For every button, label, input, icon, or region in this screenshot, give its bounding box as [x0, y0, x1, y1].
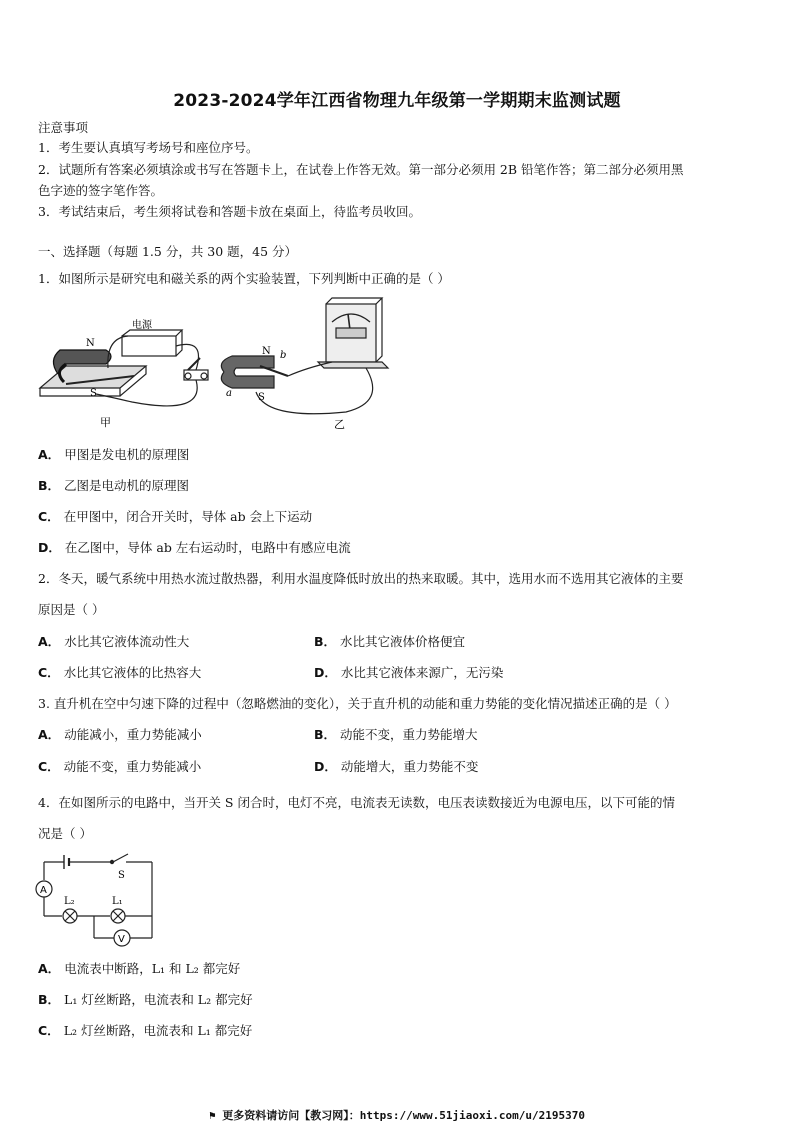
q4-stem-line1: 4．在如图所示的电路中，当开关 S 闭合时，电灯不亮，电流表无读数，电压表读数接近为电源电压，以下可能的情 — [38, 795, 675, 810]
q4-option-c[interactable] — [38, 1023, 252, 1039]
option-text: 水比其它液体价格便宜 — [340, 634, 466, 649]
q3-option-d[interactable] — [314, 759, 478, 775]
option-text: 在甲图中，闭合开关时，导体 ab 会上下运动 — [63, 509, 313, 524]
q3-stem: 3. 直升机在空中匀速下降的过程中（忽略燃油的变化），关于直升机的动能和重力势能的变化情况描述正确的是（ ） — [38, 696, 677, 711]
option-key: D． — [314, 759, 337, 774]
fig-yi-N: N — [262, 346, 271, 357]
q1-stem: 1．如图所示是研究电和磁关系的两个实验装置，下列判断中正确的是（ ） — [38, 271, 450, 286]
option-key: C． — [38, 1023, 60, 1038]
option-text: 水比其它液体来源广，无污染 — [340, 665, 504, 680]
q1-option-a[interactable] — [38, 447, 189, 463]
option-text: 动能不变，重力势能减小 — [63, 759, 202, 774]
q2-option-a[interactable] — [38, 634, 189, 650]
q4-circuit-diagram — [34, 850, 158, 946]
q2-option-d[interactable] — [314, 665, 503, 681]
option-text: 在乙图中，导体 ab 左右运动时，电路中有感应电流 — [64, 540, 351, 555]
option-text: 乙图是电动机的原理图 — [64, 478, 190, 493]
fig-yi-b: b — [280, 350, 287, 361]
flag-icon: ⚑ — [209, 1109, 223, 1122]
footer-text: 更多资料请访问【教习网】：https://www.51jiaoxi.com/u/2195370 — [222, 1109, 585, 1122]
q2-option-c[interactable] — [38, 665, 201, 681]
notice-item-2: 2．试题所有答案必须填涂或书写在答题卡上，在试卷上作答无效。第一部分必须用 2B 铅笔作答；第二部分必须用黑 — [38, 162, 684, 177]
option-key: B． — [314, 727, 337, 742]
page-title: 2023-2024学年江西省物理九年级第一学期期末监测试题 — [173, 91, 621, 111]
q1-option-d[interactable] — [38, 540, 351, 556]
notice-item-3: 3．考试结束后，考生须将试卷和答题卡放在桌面上，待监考员收回。 — [38, 204, 421, 219]
fig-yi-label: 乙 — [334, 418, 345, 431]
fig-yi-S: S — [258, 392, 265, 403]
switch-label: S — [118, 870, 125, 881]
option-text: L₁ 灯丝断路，电流表和 L₂ 都完好 — [64, 992, 253, 1007]
fig-jia-S: S — [90, 388, 97, 399]
option-key: C． — [38, 759, 60, 774]
option-key: A． — [38, 447, 61, 462]
q2-stem-line1: 2．冬天，暖气系统中用热水流过散热器，利用水温度降低时放出的热来取暖。其中，选用水而不选用其它液体的主要 — [38, 571, 684, 586]
q4-option-a[interactable] — [38, 961, 240, 977]
option-key: C． — [38, 665, 60, 680]
fig-jia-N: N — [86, 338, 95, 349]
q1-figure — [36, 298, 396, 438]
q3-option-c[interactable] — [38, 759, 201, 775]
notice-item-1: 1．考生要认真填写考场号和座位序号。 — [38, 140, 259, 155]
option-key: B． — [38, 992, 61, 1007]
q4-option-b[interactable] — [38, 992, 253, 1008]
option-key: C． — [38, 509, 60, 524]
notice-item-2-cont: 色字迹的签字笔作答。 — [38, 183, 164, 198]
option-key: D． — [38, 540, 61, 555]
option-text: 电流表中断路，L₁ 和 L₂ 都完好 — [64, 961, 241, 976]
ammeter-label: A — [40, 885, 47, 896]
option-key: A． — [38, 634, 61, 649]
q2-option-b[interactable] — [314, 634, 465, 650]
q2-stem-line2: 原因是（ ） — [38, 602, 105, 617]
fig-jia-label: 甲 — [100, 416, 111, 429]
voltmeter-label: V — [118, 934, 125, 945]
option-text: 水比其它液体流动性大 — [64, 634, 190, 649]
lamp-l2-label: L₂ — [64, 896, 75, 907]
option-text: 动能不变，重力势能增大 — [340, 727, 478, 742]
fig-jia-power-label: 电源 — [132, 320, 152, 331]
section-heading: 一、选择题（每题 1.5 分，共 30 题，45 分） — [38, 244, 298, 259]
fig-yi-a: a — [226, 388, 232, 399]
q4-stem-line2: 况是（ ） — [38, 826, 92, 841]
q1-option-b[interactable] — [38, 478, 189, 494]
q3-option-b[interactable] — [314, 727, 478, 743]
lamp-l1-label: L₁ — [112, 896, 123, 907]
footer-link[interactable] — [0, 1107, 794, 1123]
notice-heading: 注意事项 — [38, 120, 89, 135]
option-text: 水比其它液体的比热容大 — [63, 665, 202, 680]
q3-option-a[interactable] — [38, 727, 202, 743]
option-key: B． — [314, 634, 337, 649]
option-key: A． — [38, 727, 61, 742]
option-text: L₂ 灯丝断路，电流表和 L₁ 都完好 — [63, 1023, 253, 1038]
q1-option-c[interactable] — [38, 509, 312, 525]
option-text: 动能增大，重力势能不变 — [340, 759, 479, 774]
option-text: 动能减小，重力势能减小 — [64, 727, 202, 742]
option-text: 甲图是发电机的原理图 — [64, 447, 190, 462]
option-key: B． — [38, 478, 61, 493]
option-key: D． — [314, 665, 337, 680]
option-key: A． — [38, 961, 61, 976]
